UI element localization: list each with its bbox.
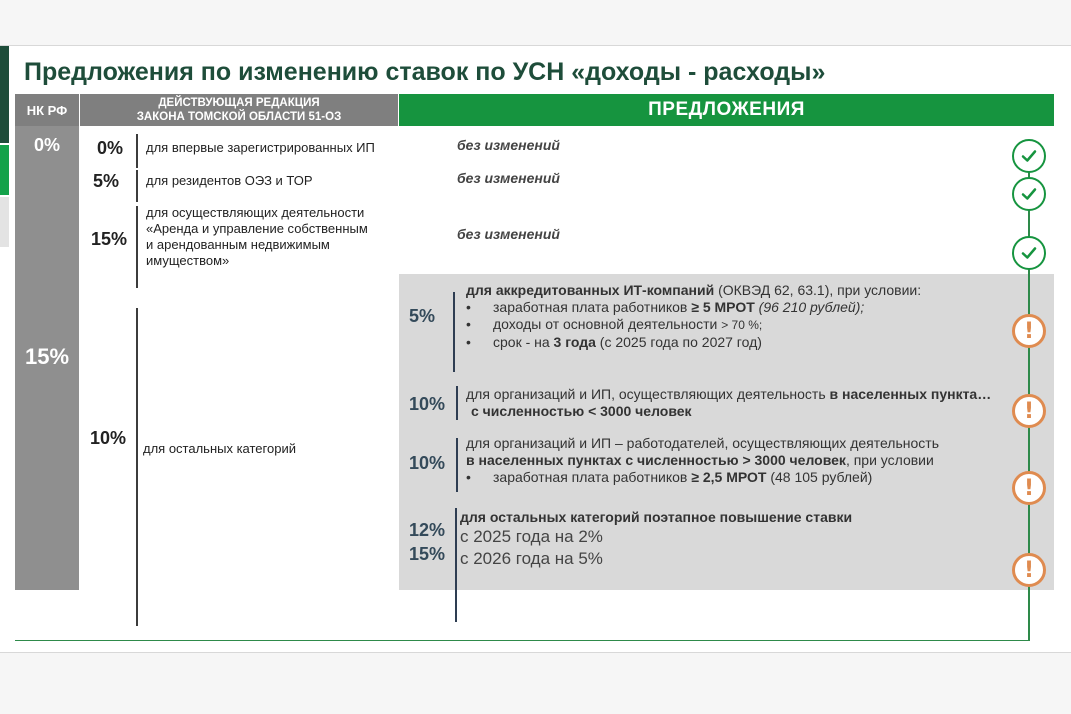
exclamation-circle-icon: ! — [1012, 471, 1046, 505]
current-rate-10: 10% — [90, 428, 127, 448]
header-current-line1: ДЕЙСТВУЮЩАЯ РЕДАКЦИЯ — [158, 97, 320, 109]
proposal-large-settlements: для организаций и ИП – работодателей, осуществляющих деятельность в населенных пунктах с численностью > 3000 человек, при условии • заработная плата работников ≥ 2,5 МРОТ (48 105 рублей) — [466, 435, 1026, 486]
divider — [453, 292, 455, 372]
check-circle-icon — [1012, 139, 1046, 173]
divider — [456, 386, 458, 420]
current-rate-15: 15% — [91, 229, 128, 249]
divider — [136, 170, 138, 202]
accent-bar-gray — [0, 197, 9, 247]
proposal-small-settlements: для организаций и ИП, осуществляющих деятельность в населенных пункта… с численностью < 3000 человек — [466, 386, 992, 419]
exclamation-circle-icon: ! — [1012, 314, 1046, 348]
accent-bar-green — [0, 145, 9, 195]
current-desc-10: для остальных категорий — [143, 441, 296, 456]
divider — [456, 438, 458, 492]
proposal-other: для остальных категорий поэтапное повышение ставки с 2025 года на 2% с 2026 года на 5% — [460, 509, 853, 568]
no-change-label-1: без изменений — [457, 137, 560, 153]
divider — [455, 508, 457, 622]
current-desc-5: для резидентов ОЭЗ и ТОР — [146, 173, 313, 188]
current-rate-5: 5% — [93, 171, 120, 191]
no-change-label-3: без изменений — [457, 226, 560, 242]
current-desc-0: для впервые зарегистрированных ИП — [146, 140, 375, 155]
proposal-rate-large-settlements: 10% — [409, 453, 446, 473]
divider — [136, 308, 138, 626]
header-proposals: ПРЕДЛОЖЕНИЯ — [399, 94, 1054, 126]
slide — [0, 45, 1071, 653]
header-nk: НК РФ — [15, 94, 79, 126]
proposal-rate-12: 12% — [409, 520, 446, 540]
proposal-rate-15: 15% — [409, 544, 446, 564]
divider — [136, 134, 138, 168]
current-rate-0: 0% — [97, 138, 124, 158]
proposal-rate-small-settlements: 10% — [409, 394, 446, 414]
nk-rate-15: 15% — [24, 344, 70, 369]
header-current-line2: ЗАКОНА ТОМСКОЙ ОБЛАСТИ 51-ОЗ — [136, 111, 342, 123]
nk-rate-0: 0% — [33, 135, 60, 155]
exclamation-circle-icon: ! — [1012, 394, 1046, 428]
proposal-it: для аккредитованных ИТ-компаний (ОКВЭД 62, 63.1), при условии: • заработная плата работников ≥ 5 МРОТ (96 210 рублей); • доходы от основной деятельности > 70 %; • срок - на 3 года (с 2025 года по 2027 год) — [466, 282, 1026, 351]
proposal-rate-it: 5% — [409, 306, 436, 326]
check-circle-icon — [1012, 236, 1046, 270]
exclamation-circle-icon: ! — [1012, 553, 1046, 587]
check-circle-icon — [1012, 177, 1046, 211]
page-title: Предложения по изменению ставок по УСН «доходы - расходы» — [24, 58, 826, 86]
bottom-line — [15, 640, 1030, 641]
divider — [136, 206, 138, 288]
no-change-label-2: без изменений — [457, 170, 560, 186]
header-current — [80, 94, 398, 126]
current-desc-15: для осуществляющих деятельности «Аренда и управление собственным и арендованным недвижимым имуществом» — [146, 205, 368, 268]
accent-bar-dark — [0, 46, 9, 143]
